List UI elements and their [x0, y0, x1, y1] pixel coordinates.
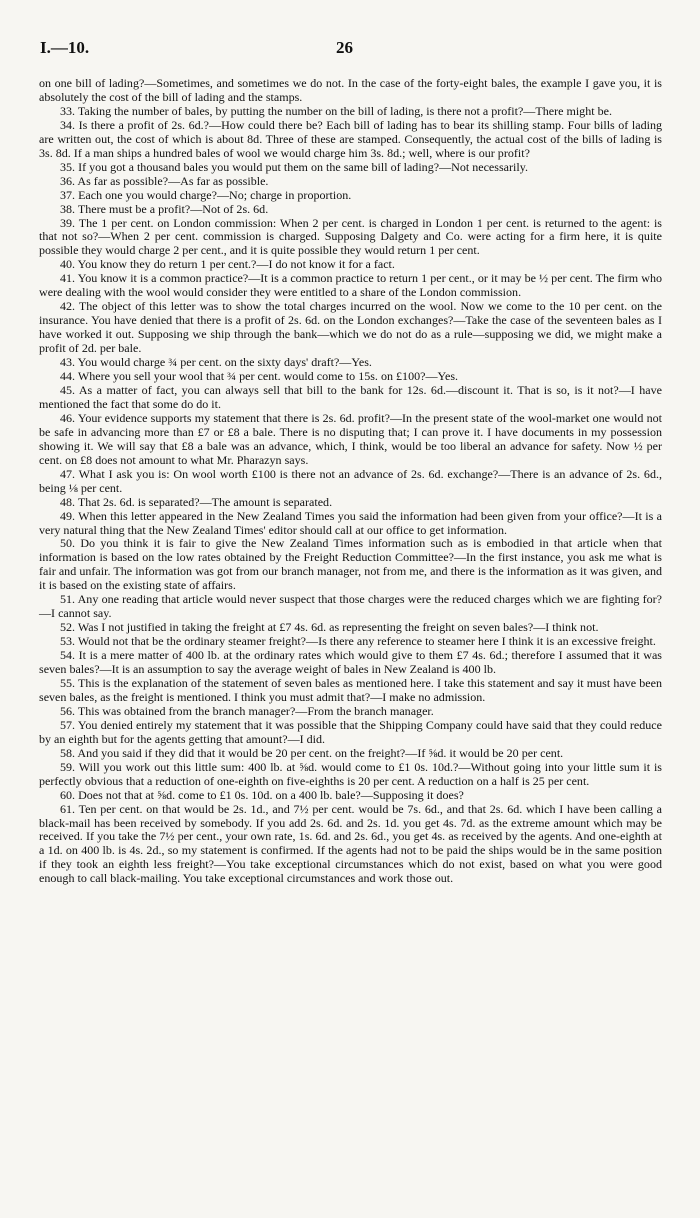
paragraph-q40: 40. You know they do return 1 per cent.?—I do not know it for a fact. [60, 257, 395, 272]
paragraph-q44: 44. Where you sell your wool that ¾ per cent. would come to 15s. on £100?—Yes. [60, 369, 459, 384]
paragraph-q38: 38. There must be a profit?—Not of 2s. 6d. [60, 201, 269, 216]
paragraph-q46: 46. Your evidence supports my statement that there is 2s. 6d. profit?—In the present state of the wool-market one would not be safe in advancing more than £7 or £8 a bale. There is no disputing that; I can prove it. I have documents in my possession showing it. We will say that £8 a bale was an advance, which, I think, would be too liberal an advance for safety. Now ½ per cent. on £8 does not amount to what Mr. Pharazyn says. [39, 410, 662, 467]
paragraph-q42: 42. The object of this letter was to show the total charges incurred on the wool. Now we come to the 10 per cent. on the insurance. You have denied that there is a profit of 2s. 6d. on the London exchanges?—Take the case of the seventeen bales as I have worked it out. Supposing we ship through the bank—which we do not do as a rule—supposing we did, we might make a profit of 2d. per bale. [39, 299, 662, 356]
paragraph-q56: 56. This was obtained from the branch manager?—From the branch manager. [60, 703, 434, 718]
paragraph-q33: 33. Taking the number of bales, by putting the number on the bill of lading, is there not a profit?—There might be. [60, 103, 612, 118]
paragraph-q58: 58. And you said if they did that it would be 20 per cent. on the freight?—If ⅝d. it would be 20 per cent. [60, 745, 564, 760]
paragraph-continued: on one bill of lading?—Sometimes, and sometimes we do not. In the case of the forty-eight bales, the example I gave you, it is absolutely the cost of the bill of lading and the stamps. [39, 76, 662, 104]
paragraph-q49: 49. When this letter appeared in the New Zealand Times you said the information had been given from your office?—It is a very natural thing that the New Zealand Times' editor should call at our office to get information. [39, 508, 662, 537]
evidence-body [39, 77, 662, 886]
paragraph-q48: 48. That 2s. 6d. is separated?—The amount is separated. [60, 494, 333, 509]
paragraph-q34: 34. Is there a profit of 2s. 6d.?—How could there be? Each bill of lading has to bear its shilling stamp. Four bills of lading are written out, the cost of which is about 8d. Three of these are stamped. Consequently, the actual cost of the bills of lading is 3s. 8d. If a man ships a hundred bales of wool we would charge him 3s. 8d.; well, where is our profit? [39, 117, 662, 160]
paragraph-q57: 57. You denied entirely my statement that it was possible that the Shipping Company could have said that they could reduce by an eighth but for the agents getting that amount?—I did. [39, 717, 662, 746]
paper-series-label: I.—10. [40, 38, 90, 57]
page-number: 26 [336, 38, 353, 57]
paragraph-q52: 52. Was I not justified in taking the freight at £7 4s. 6d. as representing the freight on seven bales?—I think not. [60, 620, 599, 635]
page-header [0, 38, 700, 62]
paragraph-q36: 36. As far as possible?—As far as possible. [60, 173, 269, 188]
paragraph-q39: 39. The 1 per cent. on London commission: When 2 per cent. is charged in London 1 per cent. is returned to the agent: is that not so?—When 2 per cent. commission is charged. Supposing Dalgety and Co. were acting for a firm here, it is quite possible they would charge 2 per cent., and it is quite possible they would return 1 per cent. [39, 215, 662, 258]
paragraph-q37: 37. Each one you would charge?—No; charge in proportion. [60, 187, 352, 202]
paragraph-q51: 51. Any one reading that article would never suspect that those charges were the reduced charges which we are fighting for?—I cannot say. [39, 592, 662, 621]
paragraph-q41: 41. You know it is a common practice?—It is a common practice to return 1 per cent., or it may be ½ per cent. The firm who were dealing with the wool would consider they were entitled to a share of the London commission. [39, 271, 662, 300]
paragraph-q53: 53. Would not that be the ordinary steamer freight?—Is there any reference to steamer here I think it is an excessive freight. [60, 634, 656, 649]
paragraph-q54: 54. It is a mere matter of 400 lb. at the ordinary rates which would give to them £7 4s. 6d.; therefore I assumed that it was seven bales?—It is an assumption to say the average weight of bales in New Zealand is 400 lb. [39, 648, 662, 677]
paragraph-q43: 43. You would charge ¾ per cent. on the sixty days' draft?—Yes. [60, 355, 372, 370]
paragraph-q55: 55. This is the explanation of the statement of seven bales as mentioned here. I take this statement and say it must have been seven bales, as the freight is mentioned. I think you must admit that?—I make no admission. [39, 675, 662, 704]
paragraph-q61: 61. Ten per cent. on that would be 2s. 1d., and 7½ per cent. would be 7s. 6d., and that 2s. 6d. which I have been calling a black-mail has been received by somebody. If you add 2s. 6d. and 2s. 1d. you get 4s. 7d. as the extreme amount which may be received. If you take the 7½ per cent., your own rate, 1s. 6d. and 2s. 6d., you get 4s. as received by the agents. And one-eighth at a 1d. on 400 lb. is 4s. 2d., so my statement is confirmed. If the agents had not to be paid the ships would be in the same position if they took an eighth less freight?—You take exceptional circumstances which do not exist, based on what you were good enough to call black-mailing. You take exceptional circumstances and work those out. [39, 801, 662, 886]
paragraph-q60: 60. Does not that at ⅝d. come to £1 0s. 10d. on a 400 lb. bale?—Supposing it does? [60, 787, 464, 802]
paragraph-q35: 35. If you got a thousand bales you would put them on the same bill of lading?—Not necessarily. [60, 159, 528, 174]
paragraph-q47: 47. What I ask you is: On wool worth £100 is there not an advance of 2s. 6d. exchange?—There is an advance of 2s. 6d., being ⅛ per cent. [39, 466, 662, 495]
paragraph-q59: 59. Will you work out this little sum: 400 lb. at ⅝d. would come to £1 0s. 10d.?—Without going into your little sum it is perfectly obvious that a reduction of one-eighth on five-eighths is 20 per cent. A reduction on a half is 25 per cent. [39, 759, 662, 788]
paragraph-q45: 45. As a matter of fact, you can always sell that bill to the bank for 12s. 6d.—discount it. That is so, is it not?—I have mentioned the fact that some do do it. [39, 382, 662, 411]
paragraph-q50: 50. Do you think it is fair to give the New Zealand Times information such as is embodied in that article when that information is based on the low rates obtained by the Freight Reduction Committee?—In the first instance, you ask me what is fair and unfair. The information was got from our branch manager, not from me, and there is the information as it was given, and it is based on the existing state of affairs. [39, 536, 662, 593]
